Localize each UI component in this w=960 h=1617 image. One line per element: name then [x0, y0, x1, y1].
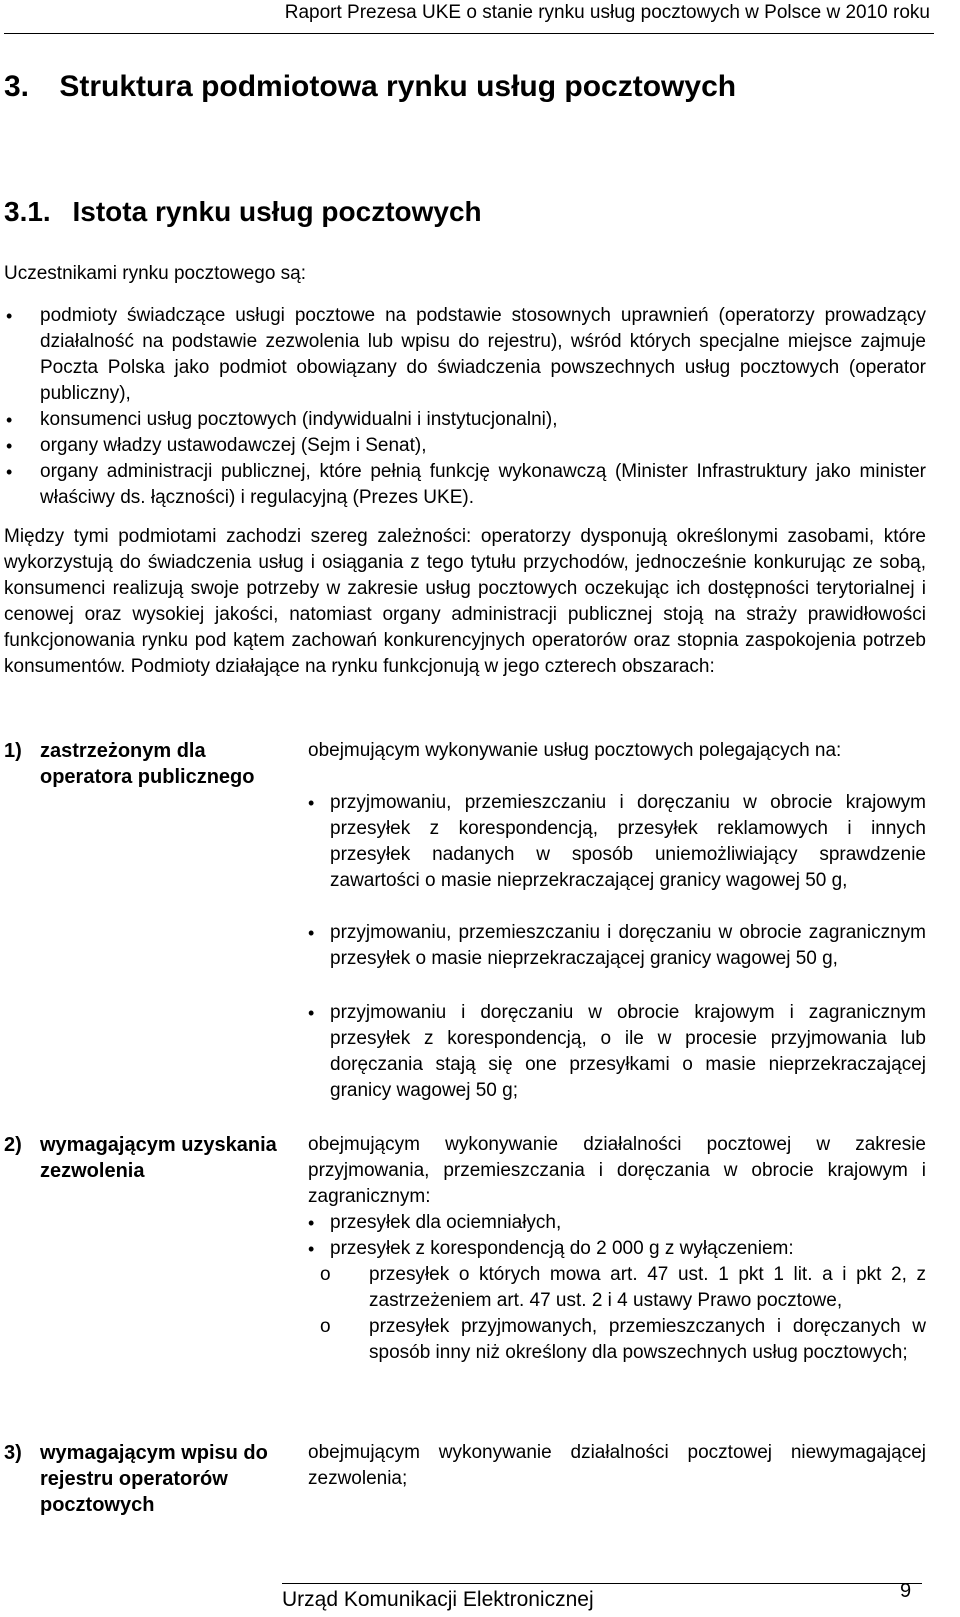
area-sub-bullet-item: przesyłek o których mowa art. 47 ust. 1 pkt 1 lit. a i pkt 2, z zastrzeżeniem art. 47 ust. 2 i 4 ustawy Prawo pocztowe, — [369, 1264, 926, 1311]
body-paragraph: Między tymi podmiotami zachodzi szereg zależności: operatorzy dysponują określonymi zasobami, które wykorzystują do świadczenia usług i osiągania z tego tytułu przychodów, jednocześnie konkurując ze sobą, konsumenci realizują swoje potrzeby w zakresie usług pocztowych oczekując ich dostępności terytorialnej i cenowej oraz wysokiej jakości, natomiast organy administracji publicznej stoją na straży prawidłowości funkcjonowania rynku pod kątem zachowań konkurencyjnych operatorów oraz stopnia zaspokojenia potrzeb konsumentów. Podmioty działające na rynku funkcjonują w jego czterech obszarach: — [4, 526, 926, 677]
footer-organization: Urząd Komunikacji Elektronicznej — [282, 1588, 594, 1611]
area-bullet-item: przyjmowaniu, przemieszczaniu i doręczaniu w obrocie krajowym przesyłek z korespondencją, przesyłek reklamowych i innych przesyłek nadanych w sposób uniemożliwiający sprawdzenie zawartości o masie nieprzekraczającej granicy wagowej 50 g, — [330, 792, 926, 891]
subsection-number: 3.1. — [4, 196, 51, 227]
section-number: 3. — [4, 70, 30, 103]
bullet-symbol: • — [6, 410, 13, 430]
area-bullet-item: przyjmowaniu i doręczaniu w obrocie krajowym i zagranicznym przesyłek z korespondencją, o ile w procesie przyjmowania lub doręczania stają się one przesyłkami o masie nieprzekraczającej granicy wagowej 50 g; — [330, 1002, 926, 1101]
intro-text: Uczestnikami rynku pocztowego są: — [4, 263, 307, 284]
area-bullet-item: przesyłek dla ociemniałych, — [330, 1212, 562, 1233]
participant-item: organy władzy ustawodawczej (Sejm i Senat), — [40, 435, 427, 456]
bullet-symbol: • — [6, 462, 13, 482]
running-header: Raport Prezesa UKE o stanie rynku usług pocztowych w Polsce w 2010 roku — [284, 2, 930, 23]
area-bullet-item: przesyłek z korespondencją do 2 000 g z wyłączeniem: — [330, 1238, 794, 1259]
bullet-symbol: • — [308, 1213, 315, 1233]
bullet-symbol: • — [308, 793, 315, 813]
area-number: 3) — [4, 1442, 22, 1464]
participant-item: organy administracji publicznej, które pełnią funkcję wykonawczą (Minister Infrastruktury jako minister właściwy ds. łączności) i regulacyjną (Prezes UKE). — [40, 461, 926, 508]
section-title: Struktura podmiotowa rynku usług pocztowych — [59, 70, 737, 103]
area-number: 1) — [4, 740, 22, 762]
area-number: 2) — [4, 1134, 22, 1156]
area-label: wymagającym uzyskania zezwolenia — [40, 1134, 277, 1182]
page-number: 9 — [900, 1580, 912, 1602]
area-sub-bullet-item: przesyłek przyjmowanych, przemieszczanych i doręczanych w sposób inny niż określony dla powszechnych usług pocztowych; — [369, 1316, 926, 1363]
participant-item: podmioty świadczące usługi pocztowe na podstawie stosownych uprawnień (operatorzy prowadzący działalność na podstawie zezwolenia lub wpisu do rejestru), wśród których specjalne miejsce zajmuje Poczta Polska jako podmiot obowiązany do świadczenia powszechnych usług pocztowych (operator publiczny), — [40, 305, 926, 404]
area-label: zastrzeżonym dla operatora publicznego — [40, 740, 255, 788]
bullet-symbol: • — [308, 923, 315, 943]
subsection-title: Istota rynku usług pocztowych — [72, 196, 482, 227]
participant-item: konsumenci usług pocztowych (indywidualni i instytucjonalni), — [40, 409, 558, 430]
area-bullet-item: przyjmowaniu, przemieszczaniu i doręczaniu w obrocie zagranicznym przesyłek o masie nieprzekraczającej granicy wagowej 50 g, — [330, 922, 926, 969]
area-description: obejmującym wykonywanie działalności pocztowej niewymagającej zezwolenia; — [308, 1442, 926, 1489]
section-heading — [4, 70, 736, 104]
sub-bullet-symbol: o — [320, 1264, 331, 1285]
bullet-symbol: • — [308, 1239, 315, 1259]
area-label: wymagającym wpisu do rejestru operatorów pocztowych — [40, 1442, 268, 1516]
bullet-symbol: • — [308, 1003, 315, 1023]
area-description: obejmującym wykonywanie usług pocztowych polegających na: — [308, 740, 842, 761]
header-rule — [4, 33, 934, 34]
bullet-symbol: • — [6, 436, 13, 456]
bullet-symbol: • — [6, 306, 13, 326]
sub-bullet-symbol: o — [320, 1316, 331, 1337]
subsection-heading — [4, 196, 482, 228]
area-description: obejmującym wykonywanie działalności pocztowej w zakresie przyjmowania, przemieszczania i doręczania w obrocie krajowym i zagranicznym: — [308, 1134, 926, 1207]
footer-rule — [282, 1583, 922, 1584]
